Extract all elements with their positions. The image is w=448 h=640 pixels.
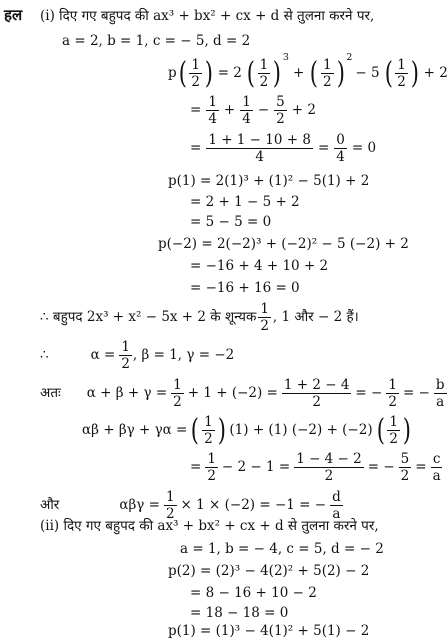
p-half-equation [168, 52, 448, 91]
p-minus-two-line3: = −16 + 16 = 0 [190, 280, 300, 296]
plus: + [292, 64, 305, 81]
p-two-line1: p(2) = (2)³ − 4(2)² + 5(2) − 2 [168, 563, 370, 579]
p-two-line2: = 8 − 16 + 10 − 2 [190, 585, 317, 601]
p-minus-two-line1: p(−2) = 2(−2)³ + (−2)² − 5 (−2) + 2 [158, 236, 409, 252]
eq-two: = 2 [217, 64, 242, 81]
zeros-statement: ∴ बहुपद 2x³ + x² − 5x + 2 के शून्यक $\frac{1}{2}$ , 1 और − 2 हैं। [40, 301, 359, 335]
part-i-intro: (i) दिए गए बहुपद की ax³ + bx² + cx + d से तुलना करने पर, [40, 8, 375, 24]
p-symbol: p [168, 64, 177, 81]
pairwise-step: = $\frac{1}{2}$ − 2 − 1 = $\frac{1 - 4 - 2}{2}$ = − $\frac{5}{2}$ = $\frac{c}{a}$ [190, 451, 441, 485]
product-of-roots: और αβγ = $\frac{1}{2}$ × 1 × (−2) = −1 = − $\frac{d}{a}$ [40, 489, 341, 523]
solution-title: हल [4, 6, 23, 24]
p-one-line2: = 2 + 1 − 5 + 2 [190, 194, 300, 210]
part-ii-coefficients: a = 1, b = − 4, c = 5, d = − 2 [180, 541, 384, 557]
roots-assign: ∴ α = $\frac{1}{2}$ , β = 1, γ = −2 [40, 339, 235, 373]
paren-half-4: ( $\frac{1}{2}$ ) [384, 55, 419, 91]
p-two-line3: = 18 − 18 = 0 [190, 605, 289, 621]
paren-half-2: ( $\frac{1}{2}$ ) 3 [246, 52, 289, 91]
part-ii-intro: (ii) दिए गए बहुपद की ax³ + bx² + cx + d से तुलना करने पर, [40, 518, 379, 534]
plus-two: + 2 [423, 64, 448, 81]
paren-half-1: ( $\frac{1}{2}$ ) [178, 55, 213, 91]
solution-heading [4, 8, 22, 24]
p-half-step2: = $\frac{1 + 1 - 10 + 8}{4}$ = $\frac{0}{4}$ = 0 [190, 132, 377, 166]
p-minus-two-line2: = −16 + 4 + 10 + 2 [190, 258, 329, 274]
p-one-ii-line1: p(1) = (1)³ − 4(1)² + 5(1) − 2 [168, 623, 370, 639]
p-half-step1: = $\frac{1}{4}$ + $\frac{1}{4}$ − $\frac{5}{2}$ + 2 [190, 94, 316, 128]
p-one-line1: p(1) = 2(1)³ + (1)² − 5(1) + 2 [168, 173, 370, 189]
sum-of-roots: अतः α + β + γ = $\frac{1}{2}$ + 1 + (−2) = $\frac{1 + 2 - 4}{2}$ = − $\frac{1}{2}$ = − $\frac{b}{a}$ [40, 377, 445, 411]
pairwise-sum: αβ + βγ + γα = ( $\frac{1}{2}$ ) (1) + (1) (−2) + (−2) ( $\frac{1}{2}$ ) [82, 412, 411, 448]
paren-half-3: ( $\frac{1}{2}$ ) 2 [310, 52, 353, 91]
part-i-coefficients: a = 2, b = 1, c = − 5, d = 2 [62, 33, 251, 49]
p-one-line3: = 5 − 5 = 0 [190, 214, 272, 230]
minus-five: − 5 [355, 64, 380, 81]
